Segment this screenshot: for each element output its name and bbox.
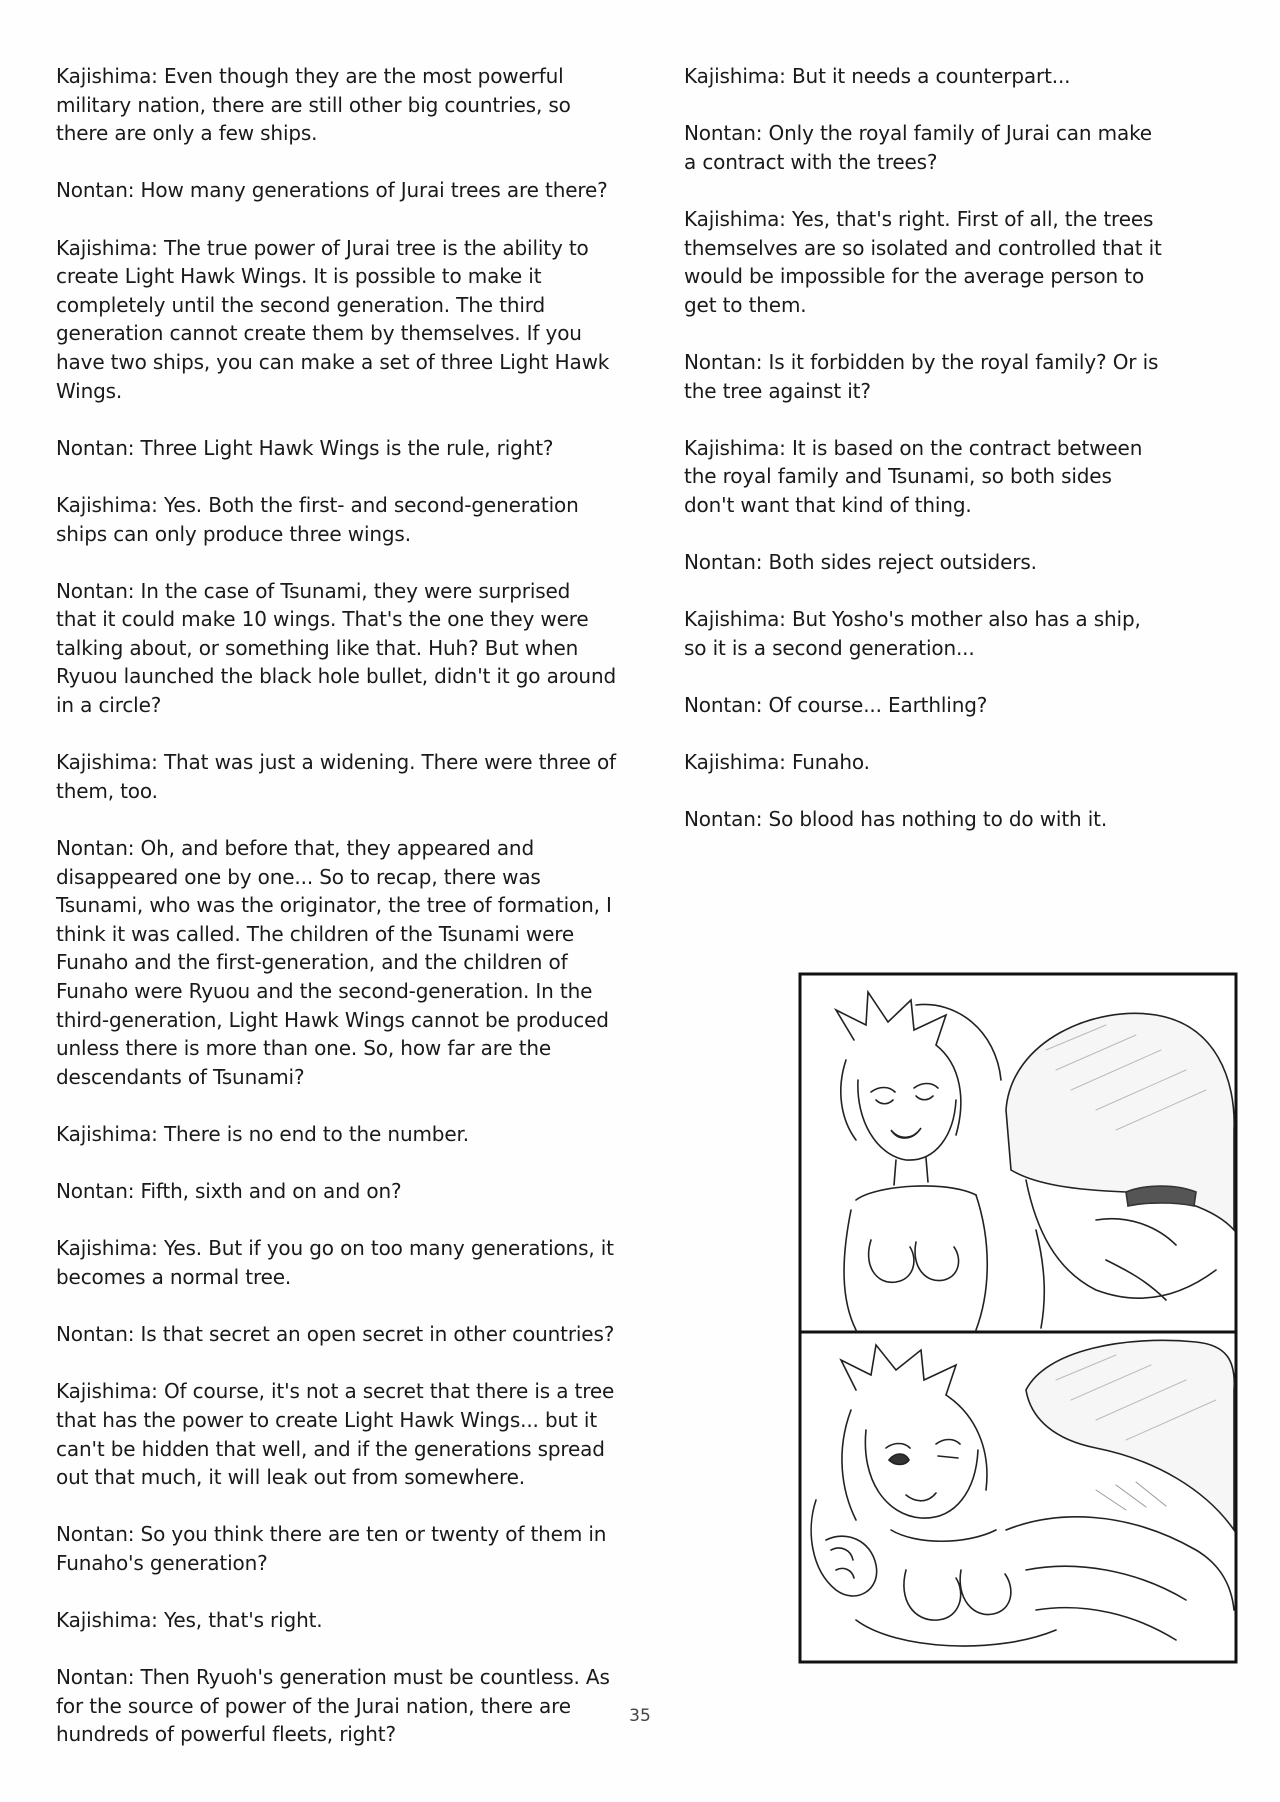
paragraph: Kajishima: Of course, it's not a secret that there is a tree that has the power to create Light Hawk Wings... but it can't be hidden that well, and if the generations spread out that much, it will leak out from somewhere. (56, 1379, 615, 1490)
paragraph: Kajishima: Yes, that's right. First of all, the trees themselves are so isolated and controlled that it would be impossible for the average person to get to them. (684, 206, 1162, 317)
paragraph: Nontan: Is it forbidden by the royal family? Or is the tree against it? (684, 349, 1159, 403)
paragraph: Kajishima: Funaho. (684, 750, 870, 775)
paragraph: Nontan: So blood has nothing to do with it. (684, 807, 1108, 832)
paragraph: Nontan: In the case of Tsunami, they were surprised that it could make 10 wings. That's the one they were talking about, or something like that. Huh? But when Ryuou launched the black hole bullet, didn't it go around in a circle? (56, 578, 617, 718)
sketch-illustration (796, 970, 1240, 1666)
paragraph: Nontan: Both sides reject outsiders. (684, 550, 1037, 575)
paragraph: Kajishima: But it needs a counterpart... (684, 64, 1071, 88)
paragraph: Kajishima: The true power of Jurai tree is the ability to create Light Hawk Wings. It is possible to make it completely until the second generation. The third generation cannot create them by themselves. If you have two ships, you can make a set of three Light Hawk Wings. (56, 235, 610, 403)
paragraph: Kajishima: Yes. But if you go on too many generations, it becomes a normal tree. (56, 1236, 614, 1289)
paragraph: Nontan: Fifth, sixth and on and on? (56, 1179, 402, 1204)
paragraph: Kajishima: Even though they are the most powerful military nation, there are still other big countries, so there are only a few ships. (56, 64, 571, 146)
manga-sketch-panels (796, 970, 1240, 1666)
paragraph: Kajishima: Yes, that's right. (56, 1608, 323, 1633)
paragraph: Kajishima: That was just a widening. There were three of them, too. (56, 750, 616, 803)
paragraph: Nontan: Is that secret an open secret in other countries? (56, 1322, 615, 1347)
paragraph: Nontan: So you think there are ten or twenty of them in Funaho's generation? (56, 1522, 607, 1575)
left-text-column (56, 62, 616, 1778)
paragraph: Kajishima: There is no end to the number. (56, 1121, 469, 1146)
paragraph: Nontan: Of course... Earthling? (684, 693, 988, 718)
paragraph: Kajishima: But Yosho's mother also has a ship, so it is a second generation... (684, 607, 1141, 660)
paragraph: Nontan: Only the royal family of Jurai can make a contract with the trees? (684, 121, 1152, 174)
paragraph: Nontan: Oh, and before that, they appeared and disappeared one by one... So to recap, there was Tsunami, who was the originator, the tree of formation, I think it was called. The children of the Tsunami were Funaho and the first-generation, and the children of Funaho were Ryuou and the second-generation. In the third-generation, Light Hawk Wings cannot be produced unless there is more than one. So, how far are the descendants of Tsunami? (56, 836, 612, 1089)
page-number: 35 (629, 1706, 651, 1726)
right-text-column (684, 62, 1164, 863)
paragraph: Nontan: Then Ryuoh's generation must be countless. As for the source of power of the Jurai nation, there are hundreds of powerful fleets, right? (56, 1665, 610, 1747)
paragraph: Nontan: How many generations of Jurai trees are there? (56, 178, 608, 203)
paragraph: Nontan: Three Light Hawk Wings is the rule, right? (56, 435, 554, 460)
paragraph: Kajishima: Yes. Both the first- and second-generation ships can only produce three wings. (56, 492, 579, 546)
paragraph: Kajishima: It is based on the contract between the royal family and Tsunami, so both sides don't want that kind of thing. (684, 435, 1143, 517)
